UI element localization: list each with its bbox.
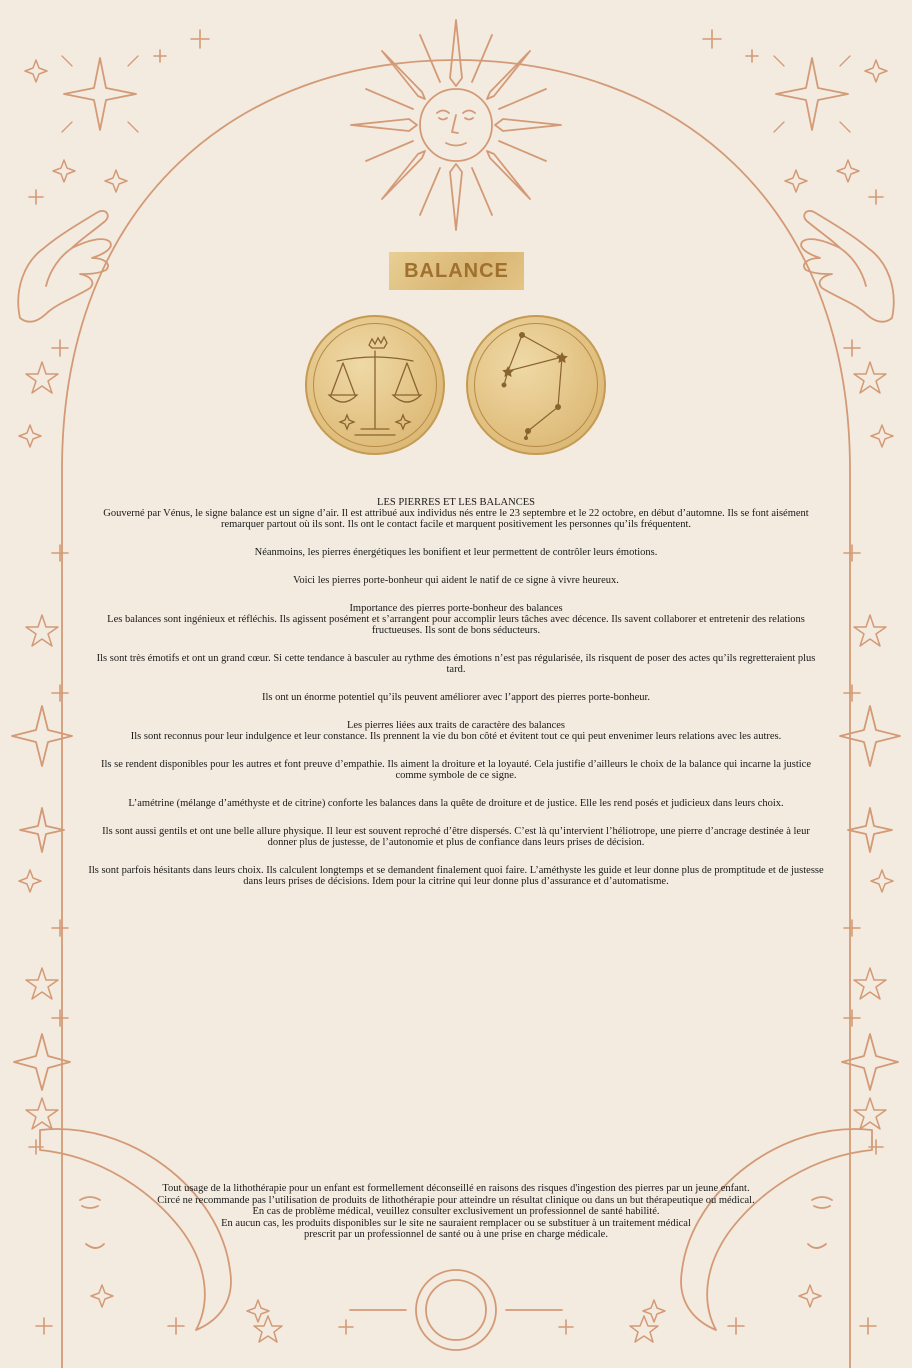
disclaimer-line: prescrit par un professionnel de santé ou à une prise en charge médicale.	[304, 1229, 608, 1240]
libra-constellation-icon	[468, 317, 604, 453]
paragraph: L’amétrine (mélange d’améthyste et de citrine) conforte les balances dans la quête de droiture et de justice. Elle les rend posés et judicieux dans leurs choix.	[128, 798, 784, 809]
paragraph: Ils ont un énorme potentiel qu’ils peuvent améliorer avec l’apport des pierres porte-bonheur.	[261, 692, 651, 703]
paragraph: Les balances sont ingénieux et réfléchis. Ils agissent posément et s’arrangent pour accomplir leurs tâches avec décence. Ils savent collaborer et entretenir des relations fructueuses. Ils sont de bons séducteurs.	[107, 614, 805, 636]
section-heading: Importance des pierres porte-bonheur des balances	[349, 603, 563, 614]
moon-circle-icon	[350, 1270, 562, 1350]
medical-disclaimer	[120, 1183, 792, 1241]
paragraph: Ils sont parfois hésitants dans leurs choix. Ils calculent longtemps et se demandent finalement quoi faire. L’améthyste les guide et leur donne plus de promptitude et de justesse dans leurs prises de décisions. Idem pour la citrine qui leur donne plus d’assurance et d’automatisme.	[88, 865, 824, 887]
sun-face-icon	[351, 20, 561, 230]
disclaimer-line: En aucun cas, les produits disponibles sur le site ne sauraient remplacer ou se substituer à un traitement médical	[221, 1217, 691, 1229]
section-heading: Les pierres liées aux traits de caractère des balances	[346, 720, 566, 731]
section-heading: LES PIERRES ET LES BALANCES	[377, 497, 535, 508]
main-content	[88, 497, 824, 904]
paragraph: Voici les pierres porte-bonheur qui aident le natif de ce signe à vivre heureux.	[293, 575, 619, 586]
paragraph: Gouverné par Vénus, le signe balance est un signe d’air. Il est attribué aux individus nés entre le 23 septembre et le 22 octobre, en début d’automne. Ils se font aisément remarquer partout où ils sont. Ils ont le contact facile et marquent positivement les personnes qu’ils fréquentent.	[103, 508, 809, 530]
disclaimer-line: Circé ne recommande pas l’utilisation de produits de lithothérapie pour atteindre un résultat clinique ou dans un but thérapeutique ou médical.	[157, 1194, 755, 1206]
paragraph: Ils sont très émotifs et ont un grand cœur. Si cette tendance à basculer au rythme des émotions n’est pas régularisée, ils risquent de poser des actes qu’ils regretteraient plus tard.	[96, 653, 816, 675]
disclaimer-line: Tout usage de la lithothérapie pour un enfant est formellement déconseillé en raisons des risques d'ingestion des pierres par un jeune enfant.	[162, 1183, 750, 1194]
libra-constellation-medal	[466, 315, 606, 455]
paragraph: Ils sont reconnus pour leur indulgence et leur constance. Ils prennent la vie du bon côté et évitent tout ce qui peut envenimer leurs relations avec les autres.	[130, 731, 782, 742]
paragraph: Néanmoins, les pierres énergétiques les bonifient et leur permettent de contrôler leurs émotions.	[254, 547, 658, 558]
libra-scale-medal	[305, 315, 445, 455]
hand-left-icon	[18, 211, 111, 322]
libra-scale-icon	[307, 317, 443, 453]
sign-title-plaque	[389, 252, 524, 290]
hand-right-icon	[801, 211, 894, 322]
paragraph: Ils sont aussi gentils et ont une belle allure physique. Il leur est souvent reproché d’être dispersés. C’est là qu’intervient l’héliotrope, une pierre d’ancrage destinée à leur donner plus de justesse, de l’autonomie et plus de confiance dans leurs prises de décision.	[102, 826, 810, 848]
paragraph: Ils se rendent disponibles pour les autres et font preuve d’empathie. Ils aiment la droiture et la loyauté. Cela justifie d’ailleurs le choix de la balance qui incarne la justice comme symbole de ce signe.	[101, 759, 811, 781]
sign-title: BALANCE	[404, 259, 509, 282]
disclaimer-line: En cas de problème médical, veuillez consulter exclusivement un professionnel de santé habilité.	[252, 1206, 660, 1217]
